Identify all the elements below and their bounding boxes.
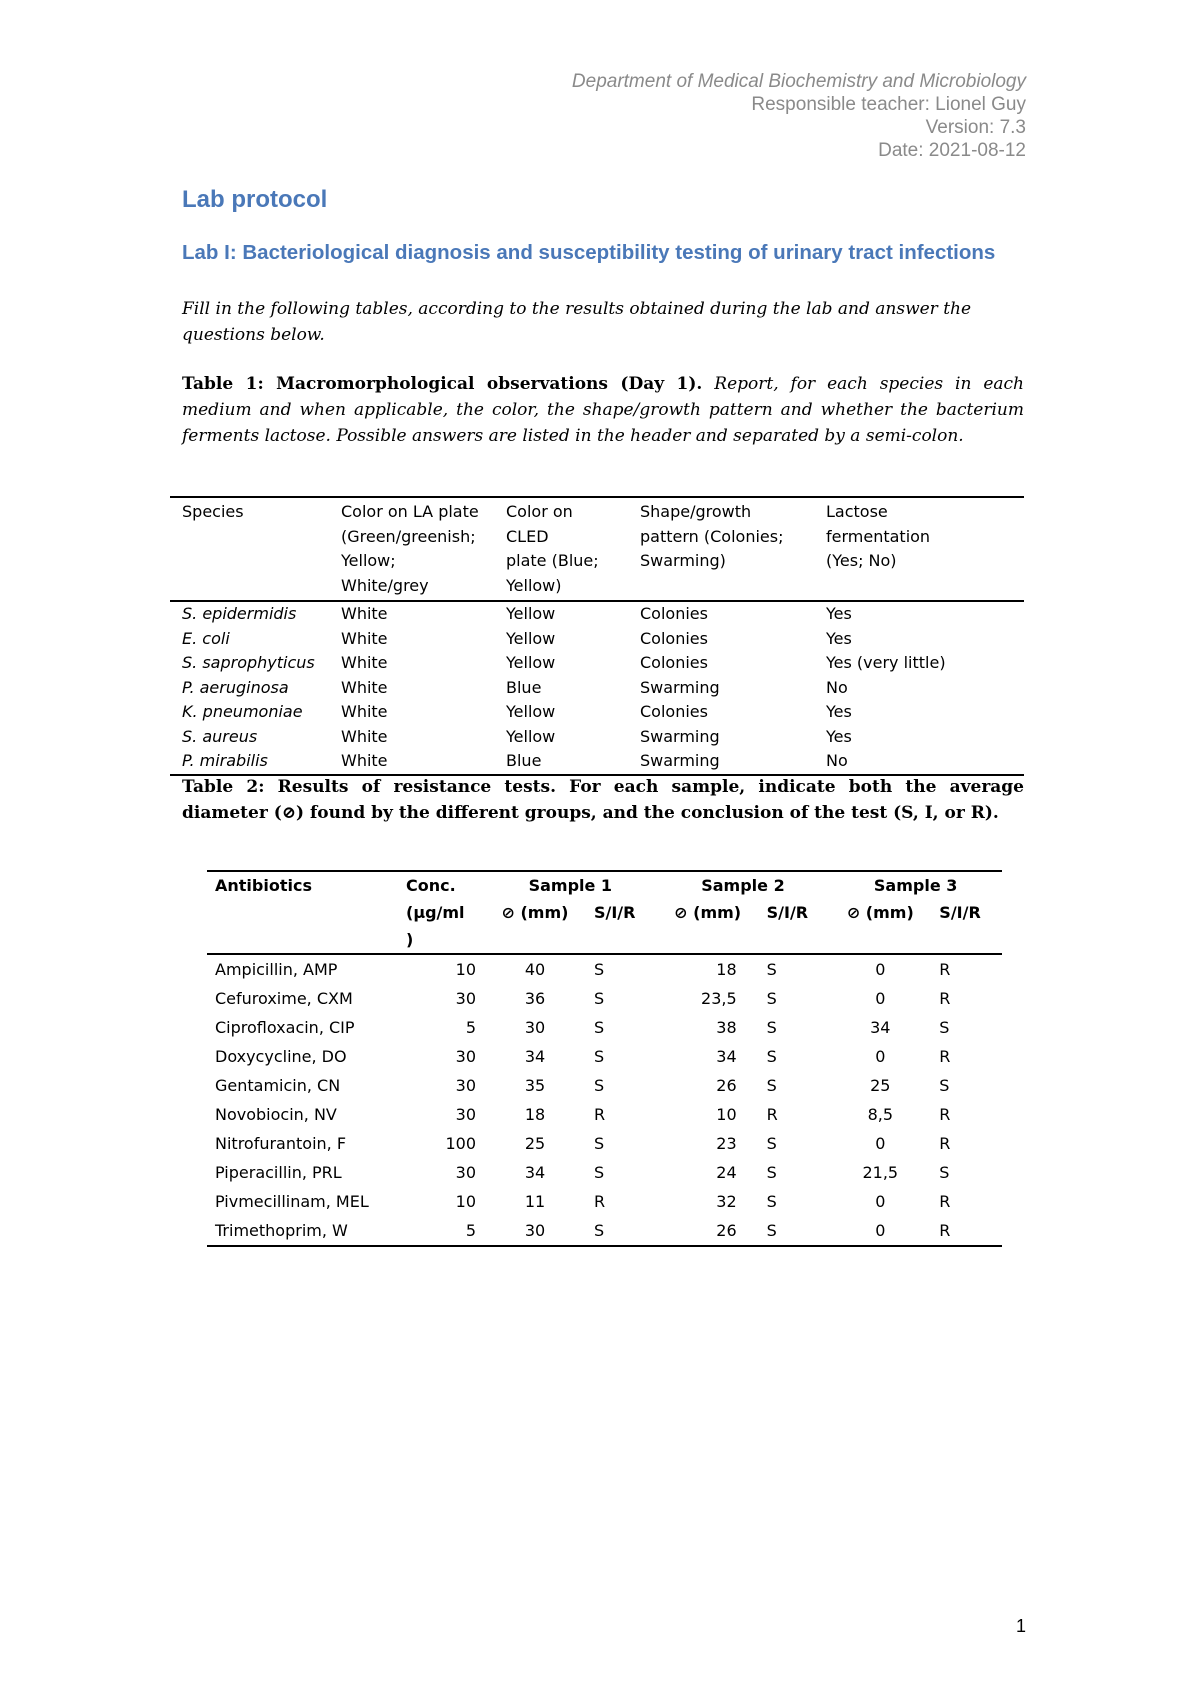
table-cell: S [593,1163,605,1182]
table-cell: 0 [875,1047,886,1066]
table-cell: Colonies [640,653,708,672]
table-cell: 18 [716,960,737,979]
table-cell: Ciprofloxacin, CIP [215,1018,355,1037]
table-cell: Yellow [506,653,556,672]
table-cell: White [341,677,388,697]
table-cell: R [939,960,951,979]
table2-caption: Table 2: Results of resistance tests. For each sample, indicate both the average diameter (⊘) found by the different groups, and the conclusion of the test (S, I, or R). [182,777,1024,823]
table-cell: 26 [657,1216,759,1246]
table-cell: E. coli [182,628,230,648]
table-cell: Blue [506,677,542,697]
table-row [207,984,1002,1013]
table-cell: White [341,628,388,648]
header-conc: Conc. [398,871,484,899]
table-cell: Colonies [640,628,708,648]
table-cell: S [593,1076,605,1095]
table-cell: S. saprophyticus [182,653,315,672]
table-cell: 25 [870,1076,891,1095]
table-cell: Colonies [640,702,708,721]
table-row [207,1042,1002,1071]
table-cell: Yes [826,628,852,648]
table-cell: 0 [875,1134,886,1153]
table-cell: 0 [829,1216,931,1246]
table-row [170,601,1024,627]
table-cell: Yes [826,726,852,746]
table-cell: S [759,1216,830,1246]
table-cell: 30 [455,1076,476,1095]
table-row [207,1129,1002,1158]
table-cell: S [939,1163,950,1182]
table-cell: 30 [455,989,476,1008]
header-la-plate: Color on LA plate (Green/greenish; Yellow; White/grey [329,497,494,601]
table-cell: Piperacillin, PRL [215,1163,342,1182]
table-row [170,749,1024,775]
table-cell: S [593,1047,605,1066]
table-cell: S [766,1192,777,1211]
header-diameter: ⊘ (mm) [829,899,931,954]
table-cell: 5 [465,1018,476,1037]
table-row [207,1100,1002,1129]
table-cell: K. pneumoniae [182,702,303,721]
table-cell: 40 [524,960,546,979]
table-cell: R [931,1216,1002,1246]
table-cell: Swarming [640,677,720,697]
table-cell: S [766,989,777,1008]
table-cell: 8,5 [867,1105,894,1124]
table-cell: White [341,653,388,672]
table-subheader-row [207,899,1002,954]
table1-caption-text: Report, for each species in each medium and when applicable, the color, the shape/growth pattern and whether the bacterium ferments lactose. Possible answers are listed in the header and separated by a semi-colon. [182,374,1025,446]
header-lactose: Lactose fermentation (Yes; No) [814,497,1024,601]
table-cell: White [341,702,388,721]
table-cell: Swarming [640,726,720,746]
table-cell: 5 [398,1216,484,1246]
table-cell: 36 [524,989,546,1008]
table-cell: 10 [455,960,476,979]
table-cell: S [939,1076,950,1095]
header-sample-1: Sample 1 [484,871,657,899]
table-cell: 10 [455,1192,476,1211]
document-header [572,70,1026,162]
version: Version: 7.3 [925,117,1026,138]
table-cell: 32 [716,1192,737,1211]
table-header-row [207,871,1002,899]
table-cell: 30 [524,1018,546,1037]
table-cell: R [766,1105,778,1124]
table-cell: P. aeruginosa [182,677,289,697]
table-cell: P. mirabilis [170,749,329,775]
table-cell: 10 [716,1105,737,1124]
table1-caption-title: Table 1: Macromorphological observations (Day 1). [182,374,703,394]
date: Date: 2021-08-12 [878,140,1026,161]
table-row [207,1216,1002,1246]
table-cell: 30 [484,1216,586,1246]
responsible-teacher: Responsible teacher: Lionel Guy [751,94,1026,115]
table-cell: Yes [826,604,852,623]
header-antibiotics: Antibiotics [207,871,398,899]
table-cell: Pivmecillinam, MEL [215,1192,369,1211]
instructions: Fill in the following tables, according to the results obtained during the lab and answer the questions below. [182,299,972,345]
table-cell: S [766,1047,777,1066]
table-cell: Trimethoprim, W [207,1216,398,1246]
table-cell: Nitrofurantoin, F [215,1134,347,1153]
table-cell: R [939,1134,951,1153]
table-row [170,627,1024,652]
table-cell: 24 [716,1163,737,1182]
table-row [170,651,1024,676]
table-cell: 35 [524,1076,546,1095]
table-cell: S [593,1018,605,1037]
page-number: 1 [1015,1616,1026,1636]
table-cell: Cefuroxime, CXM [215,989,353,1008]
resistance-table [207,870,1002,1247]
table-row [170,676,1024,701]
table-cell: R [939,989,951,1008]
table-row [207,954,1002,984]
table-cell: 100 [445,1134,476,1153]
table-cell: Gentamicin, CN [215,1076,341,1095]
table-cell: S [766,1018,777,1037]
table-row [207,1013,1002,1042]
table-row [207,1187,1002,1216]
table-cell: S [593,960,605,979]
table-cell: S [593,989,605,1008]
table-cell: 34 [524,1163,546,1182]
table-cell: R [593,1192,606,1211]
table-cell: S [593,1134,605,1153]
macromorphology-table [170,496,1024,776]
table-cell: Yellow [506,726,556,746]
table-cell: 11 [524,1192,546,1211]
table-cell: 21,5 [862,1163,899,1182]
table-cell: S [766,1134,777,1153]
page-title: Lab protocol [182,186,328,213]
table-cell: 0 [875,989,886,1008]
header-diameter: ⊘ (mm) [484,899,586,954]
table-cell: White [329,749,494,775]
table-cell: No [814,749,1024,775]
header-shape: Shape/growth pattern (Colonies; Swarming) [628,497,814,601]
table-cell: 23 [716,1134,737,1153]
table-cell: Ampicillin, AMP [215,960,338,979]
table-cell: Yellow [506,628,556,648]
table-cell: 23,5 [701,989,737,1008]
table-cell: 18 [524,1105,546,1124]
department: Department of Medical Biochemistry and Microbiology [571,71,1026,92]
header-diameter: ⊘ (mm) [657,899,759,954]
table-cell: 34 [716,1047,737,1066]
table-cell: 30 [455,1163,476,1182]
table-row [207,1158,1002,1187]
table-row [170,725,1024,750]
table-cell: 34 [524,1047,546,1066]
table-cell: R [939,1047,951,1066]
table-cell: Yes [826,702,852,721]
table-cell: 0 [875,960,886,979]
table-row [207,1071,1002,1100]
table-header-row [170,497,1024,601]
table-cell: Blue [494,749,628,775]
table-cell: S. epidermidis [182,604,297,623]
table-cell: Yellow [506,702,556,721]
table-row [170,700,1024,725]
table-cell: Yes (very little) [826,653,946,672]
header-sir: S/I/R [759,899,830,954]
table-cell: S [766,1163,777,1182]
table-cell: 26 [716,1076,737,1095]
table-cell: S [766,1076,777,1095]
lab-subtitle: Lab I: Bacteriological diagnosis and susceptibility testing of urinary tract infections [182,241,996,264]
header-sir: S/I/R [931,899,1002,954]
table-cell: R [593,1105,606,1124]
table-cell: S [939,1018,950,1037]
table-cell: 25 [524,1134,546,1153]
table-cell: S. aureus [182,726,258,746]
table-cell: White [341,604,388,623]
header-sir: S/I/R [586,899,657,954]
table-cell: Swarming [628,749,814,775]
table-cell: No [826,677,848,697]
table-cell: Doxycycline, DO [215,1047,347,1066]
table-cell: Yellow [506,604,556,623]
header-conc-unit: (µg/ml ) [398,899,484,954]
table-cell: R [939,1105,951,1124]
header-species: Species [170,497,329,601]
table1-caption [182,371,1024,449]
table-cell: 34 [870,1018,891,1037]
table-cell: 30 [455,1105,476,1124]
header-cled-plate: Color on CLED plate (Blue; Yellow) [494,497,628,601]
header-sample-2: Sample 2 [657,871,830,899]
table-cell: White [341,726,388,746]
table-cell: 30 [455,1047,476,1066]
table-cell: 38 [716,1018,737,1037]
table-cell: S [766,960,777,979]
table-cell: Novobiocin, NV [215,1105,337,1124]
table-cell: R [939,1192,951,1211]
table-cell: Colonies [640,604,708,623]
table-cell: S [586,1216,657,1246]
table-cell: 0 [875,1192,886,1211]
header-sample-3: Sample 3 [829,871,1002,899]
